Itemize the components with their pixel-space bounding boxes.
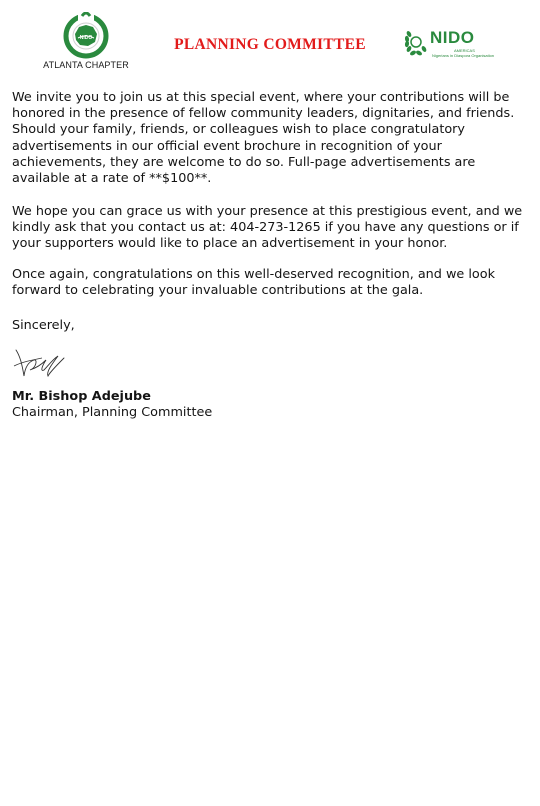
chapter-label: ATLANTA CHAPTER [43,60,129,70]
svg-text:NIDO: NIDO [79,35,93,41]
closing-salutation: Sincerely, [12,318,75,333]
nido-wordmark: NIDO [430,28,475,47]
nido-atlanta-logo [36,12,136,74]
signer-title: Chairman, Planning Committee [12,405,213,420]
letterhead [0,0,540,80]
handwritten-signature [12,346,68,382]
signer-name: Mr. Bishop Adejube [12,389,151,404]
nido-globe-icon [62,12,110,60]
paragraph-congratulations: Once again, congratulations on this well-deserved recognition, and we look forward to celebrating your invaluable contributions at the gala. [12,267,496,299]
paragraph-invitation: We invite you to join us at this special event, where your contributions will be honored in the presence of fellow community leaders, dignitaries, and friends. Should your family, friends, or colleagues wish to place congratulatory advertisements in our official event brochure in recognition of your achievements, they are welcome to do so. Full-page advertisements are available at a rate of **$100**. [12,90,515,187]
paragraph-contact: We hope you can grace us with your presence at this prestigious event, and we kindly ask that you contact us at: 404-273-1265 if you have any questions or if your supporters would like to place an advertisement in your honor. [12,204,523,252]
nido-subtitle: AMERICAS Nigerians in Diaspora Organisation [432,48,495,58]
page-title: PLANNING COMMITTEE [174,36,366,53]
laurel-wreath-icon [404,28,430,56]
nido-americas-logo [404,26,500,62]
